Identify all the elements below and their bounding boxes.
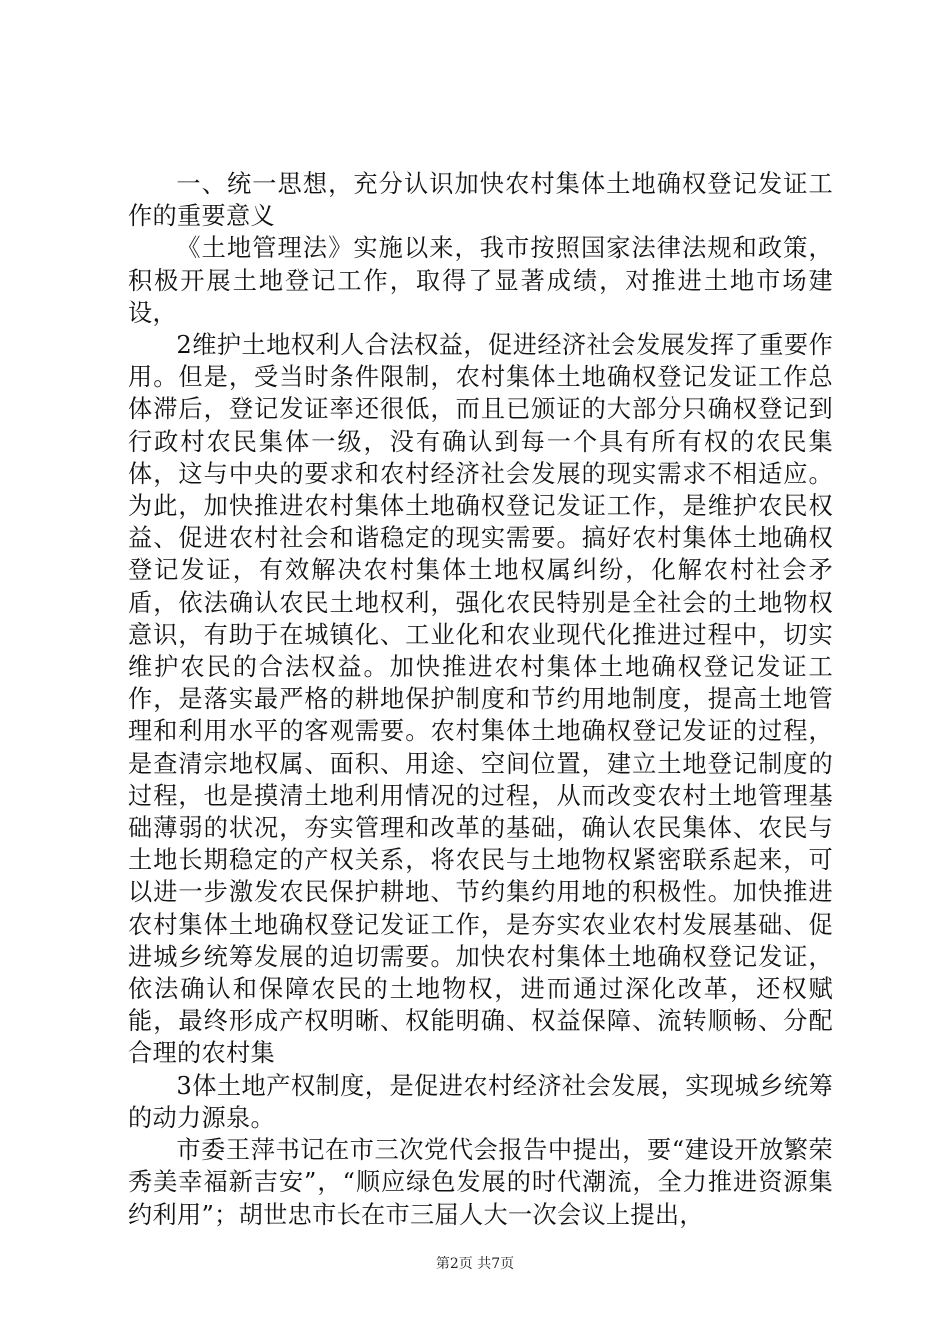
body-paragraph: 2维护土地权利人合法权益，促进经济社会发展发挥了重要作用。但是，受当时条件限制，农村集体土地确权登记发证工作总体滞后，登记发证率还很低，而且已颁证的大部分只确权登记到行政村农民集体一级，没有确认到每一个具有所有权的农民集体，这与中央的要求和农村经济社会发展的现实需求不相适应。为此，加快推进农村集体土地确权登记发证工作，是维护农民权益、促进农村社会和谐稳定的现实需要。搞好农村集体土地确权登记发证，有效解决农村集体土地权属纠纷，化解农村社会矛盾，依法确认农民土地权利，强化农民特别是全社会的土地物权意识，有助于在城镇化、工业化和农业现代化推进过程中，切实维护农民的合法权益。加快推进农村集体土地确权登记发证工作，是落实最严格的耕地保护制度和节约用地制度，提高土地管理和利用水平的客观需要。农村集体土地确权登记发证的过程，是查清宗地权属、面积、用途、空间位置，建立土地登记制度的过程，也是摸清土地利用情况的过程，从而改变农村土地管理基础薄弱的状况，夯实管理和改革的基础，确认农民集体、农民与土地长期稳定的产权关系，将农民与土地物权紧密联系起来，可以进一步激发农民保护耕地、节约集约用地的积极性。加快推进农村集体土地确权登记发证工作，是夯实农业农村发展基础、促进城乡统筹发展的迫切需要。加快农村集体土地确权登记发证，依法确认和保障农民的土地物权，进而通过深化改革，还权赋能，最终形成产权明晰、权能明确、权益保障、流转顺畅、分配合理的农村集 xyxy=(128,331,833,1068)
section-heading: 一、统一思想，充分认识加快农村集体土地确权登记发证工作的重要意义 xyxy=(128,170,833,231)
document-body xyxy=(128,168,833,1231)
body-paragraph: 3体土地产权制度，是促进农村经济社会发展，实现城乡统筹的动力源泉。 xyxy=(128,1071,833,1132)
page-number-footer: 第2页 共7页 xyxy=(435,1256,515,1272)
body-paragraph: 市委王萍书记在市三次党代会报告中提出，要“建设开放繁荣秀美幸福新吉安”，“顺应绿色发展的时代潮流，全力推进资源集约利用”；胡世忠市长在市三届人大一次会议上提出， xyxy=(128,1136,833,1229)
body-paragraph: 《土地管理法》实施以来，我市按照国家法律法规和政策，积极开展土地登记工作，取得了显著成绩，对推进土地市场建设， xyxy=(128,234,833,327)
